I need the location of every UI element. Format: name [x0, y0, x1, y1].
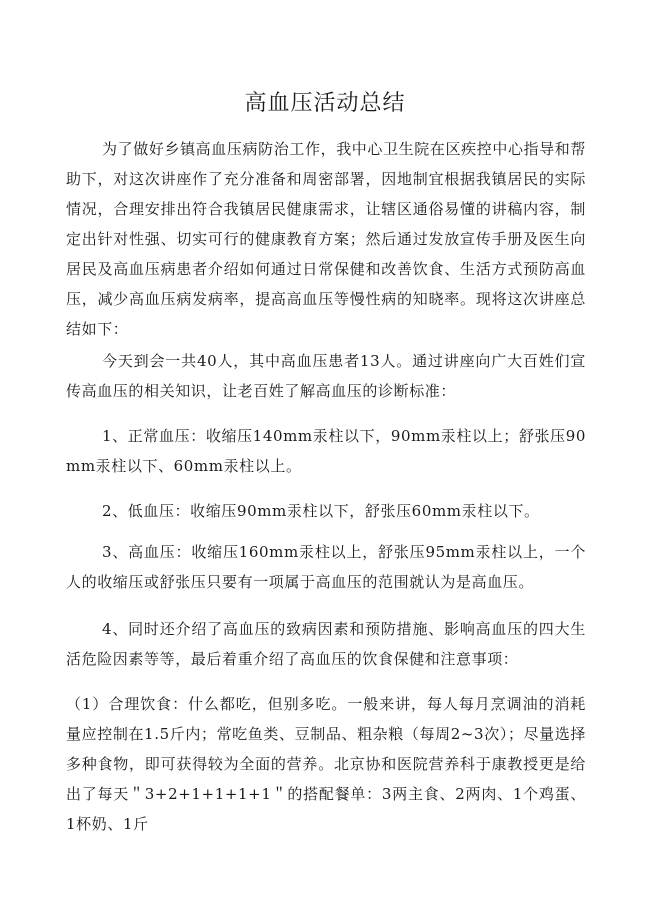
low-bp-item: 2、低血压：收缩压90mm汞柱以下，舒张压60mm汞柱以下。 — [102, 502, 540, 520]
high-bp-item: 3、高血压：收缩压160mm汞柱以上，舒张压95mm汞柱以上，一个人的收缩压或舒张压只要有一项属于高血压的范围就认为是高血压。 — [66, 543, 586, 591]
intro-paragraph: 为了做好乡镇高血压病防治工作，我中心卫生院在区疾控中心指导和帮助下，对这次讲座作了充分准备和周密部署，因地制宜根据我镇居民的实际情况，合理安排出符合我镇居民健康需求，让辖区通俗易懂的讲稿内容，制定出针对性强、切实可行的健康教育方案；然后通过发放宣传手册及医生向居民及高血压病患者介绍如何通过日常保健和改善饮食、生活方式预防高血压，减少高血压病发病率，提高高血压等慢性病的知晓率。现将这次讲座总结如下： — [66, 140, 586, 338]
normal-bp-item: 1、正常血压：收缩压140mm汞柱以下，90mm汞柱以上；舒张压90mm汞柱以下、60mm汞柱以上。 — [66, 427, 586, 475]
document-title: 高血压活动总结 — [244, 91, 406, 116]
risk-factors-item: 4、同时还介绍了高血压的致病因素和预防措施、影响高血压的四大生活危险因素等等，最后着重介绍了高血压的饮食保健和注意事项： — [66, 620, 586, 668]
diet-advice-paragraph: （1）合理饮食：什么都吃，但别多吃。一般来讲，每人每月烹调油的消耗量应控制在1.5斤内；常吃鱼类、豆制品、粗杂粮（每周2~3次）；尽量选择多种食物，即可获得较为全面的营养。北京协和医院营养科于康教授更是给出了每天＂3+2+1+1+1+1＂的搭配餐单：3两主食、2两肉、1个鸡蛋、1杯奶、1斤 — [66, 695, 586, 833]
attendance-paragraph: 今天到会一共40人，其中高血压患者13人。通过讲座向广大百姓们宣传高血压的相关知识，让老百姓了解高血压的诊断标准： — [66, 352, 586, 400]
